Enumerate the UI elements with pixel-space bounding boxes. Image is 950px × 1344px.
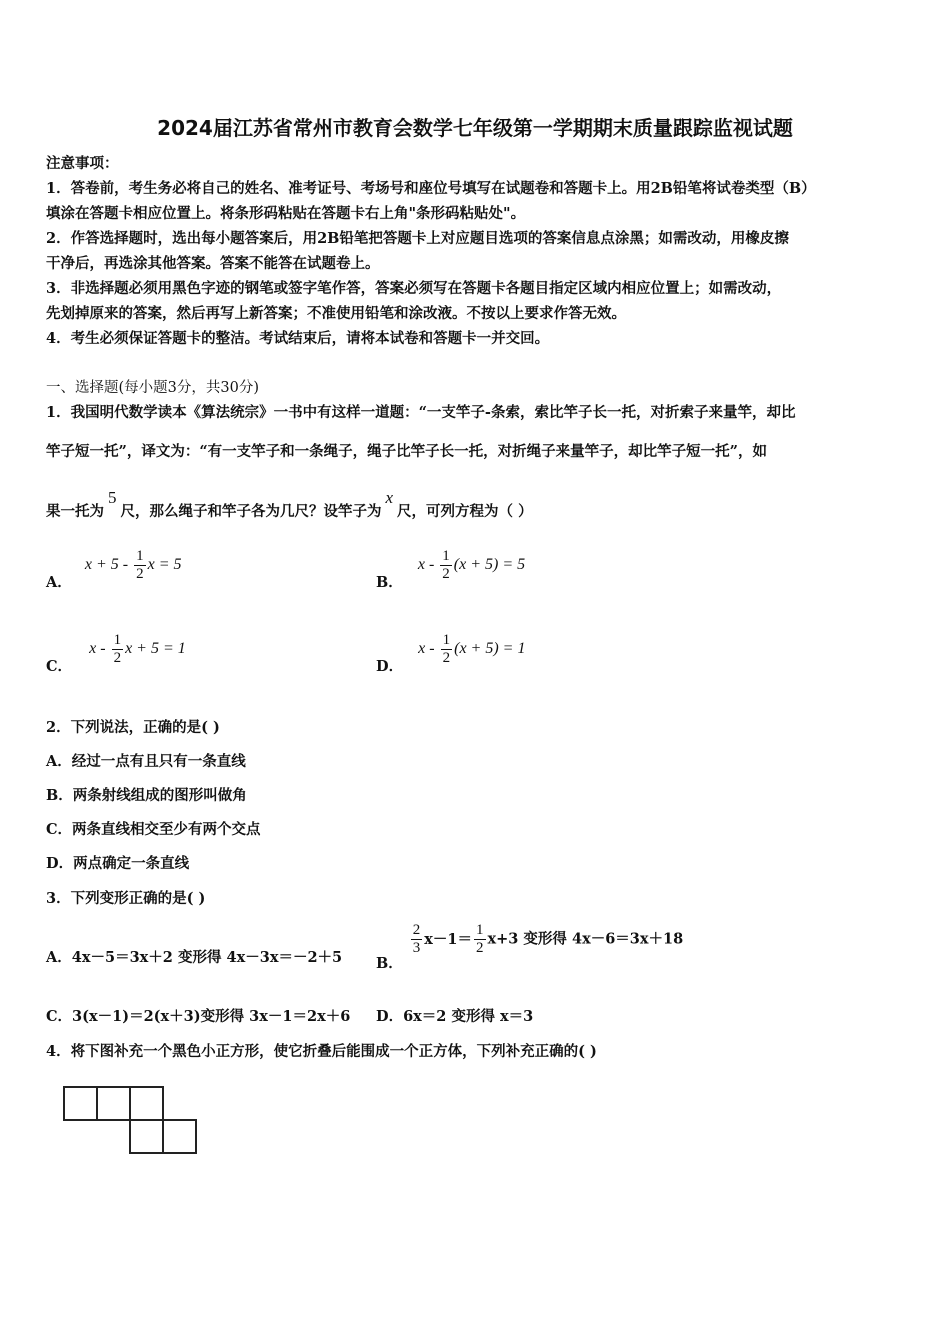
q2-option-b[interactable]: B．两条射线组成的图形叫做角 [46, 787, 247, 804]
q2-option-c[interactable]: C．两条直线相交至少有两个交点 [46, 821, 261, 838]
q1-option-d[interactable]: D． x - $\frac{1}{2}$ (x + 5) = 1 [376, 632, 526, 676]
q4-stem: 4．将下图补充一个黑色小正方形，使它折叠后能围成一个正方体，下列补充正确的( ) [46, 1043, 597, 1060]
q1-five: 5 [108, 488, 117, 507]
fraction: $\frac{1}{2}$ [113, 632, 122, 666]
q3-option-c[interactable]: C．3(x－1)＝2(x＋3)变形得 3x－1＝2x＋6 [46, 1008, 351, 1025]
q1-x-var: x [385, 488, 394, 507]
fraction: $\frac{1}{2}$ [476, 922, 484, 956]
q2-option-a[interactable]: A．经过一点有且只有一条直线 [46, 753, 246, 770]
fraction: $\frac{2}{3}$ [412, 922, 421, 956]
notice-heading: 注意事项： [46, 155, 119, 172]
fraction: $\frac{1}{2}$ [442, 548, 450, 582]
fraction: $\frac{1}{2}$ [442, 632, 451, 666]
notice-line: 1．答卷前，考生务必将自己的姓名、准考证号、考场号和座位号填写在试题卷和答题卡上。用2B铅笔将试卷类型（B） [46, 180, 816, 197]
notice-line: 填涂在答题卡相应位置上。将条形码粘贴在答题卡右上角"条形码粘贴处"。 [46, 205, 526, 222]
notice-line: 2．作答选择题时，选出每小题答案后，用2B铅笔把答题卡上对应题目选项的答案信息点涂黑；如需改动，用橡皮擦 [46, 230, 789, 247]
notice-line: 先划掉原来的答案，然后再写上新答案；不准使用铅笔和涂改液。不按以上要求作答无效。 [46, 305, 626, 322]
net-square [97, 1087, 130, 1120]
page-title: 2024届江苏省常州市教育会数学七年级第一学期期末质量跟踪监视试题 [157, 116, 793, 140]
cube-net-figure [62, 1085, 202, 1161]
q1-option-c[interactable]: C． x - $\frac{1}{2}$ x + 5 = 1 [46, 632, 186, 676]
q1-option-b[interactable]: B． x - $\frac{1}{2}$ (x + 5) = 5 [376, 548, 526, 592]
q3-stem: 3．下列变形正确的是( ) [46, 890, 206, 907]
q2-option-d[interactable]: D．两点确定一条直线 [46, 855, 190, 872]
q1-stem-line2: 竿子短一托”，译文为：“有一支竿子和一条绳子，绳子比竿子长一托，对折绳子来量竿子，却比竿子短一托”，如 [46, 443, 768, 460]
q2-stem: 2．下列说法，正确的是( ) [46, 719, 220, 736]
q1-stem-line1: 1．我国明代数学读本《算法统宗》一书中有这样一道题：“一支竿子-条索，索比竿子长一托，对折索子来量竿，却比 [46, 404, 796, 421]
fraction: $\frac{1}{2}$ [136, 548, 144, 582]
q3-option-a[interactable]: A．4x－5＝3x＋2 变形得 4x－3x＝－2＋5 [46, 949, 343, 966]
net-square [130, 1087, 163, 1120]
notice-line: 3．非选择题必须用黑色字迹的钢笔或签字笔作答，答案必须写在答题卡各题目指定区域内相应位置上；如需改动， [46, 280, 782, 297]
q1-stem-line3: 果一托为5尺，那么绳子和竿子各为几尺？设竿子为x尺，可列方程为（ ） [46, 488, 533, 520]
q3-option-b[interactable]: B． $\frac{2}{3}$ x－1＝ $\frac{1}{2}$ x+3 变形得 4x－6＝3x＋18 [376, 922, 684, 972]
net-square [163, 1120, 196, 1153]
cube-net-svg [62, 1085, 202, 1157]
q1-option-a[interactable]: A． x + 5 - $\frac{1}{2}$ x = 5 [46, 548, 182, 592]
notice-line: 4．考生必须保证答题卡的整洁。考试结束后，请将本试卷和答题卡一并交回。 [46, 330, 550, 347]
section-heading: 一、选择题(每小题3分，共30分) [46, 380, 259, 396]
q3-option-d[interactable]: D．6x＝2 变形得 x＝3 [376, 1008, 534, 1025]
notice-line: 干净后，再选涂其他答案。答案不能答在试题卷上。 [46, 255, 380, 272]
net-square [130, 1120, 163, 1153]
net-square [64, 1087, 97, 1120]
